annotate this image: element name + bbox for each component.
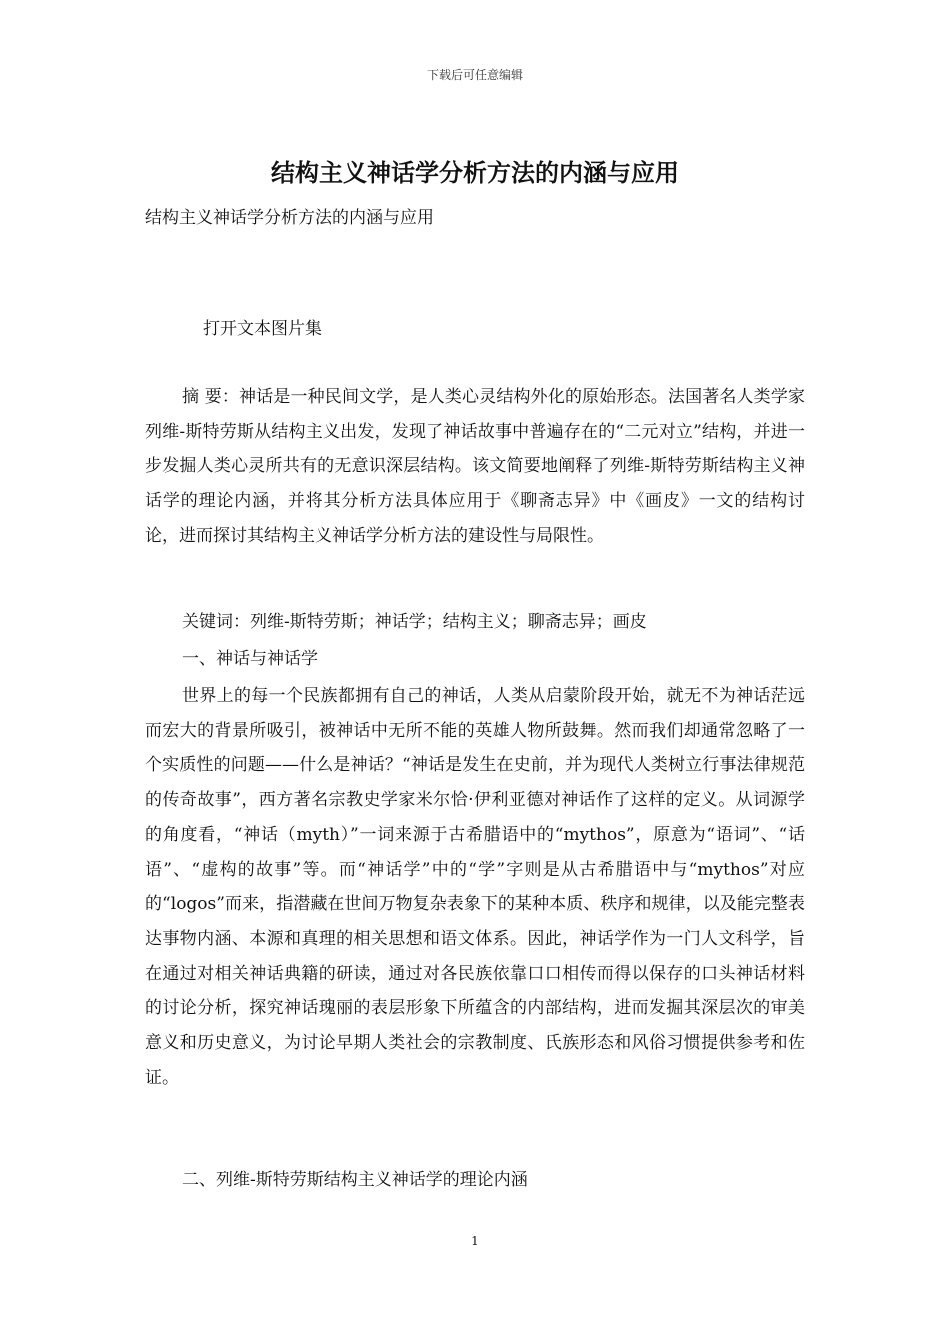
- page-header-note: 下载后可任意编辑: [426, 68, 523, 82]
- section-heading-2: 二、列维-斯特劳斯结构主义神话学的理论内涵: [182, 1170, 528, 1190]
- abstract-paragraph: 摘 要：神话是一种民间文学，是人类心灵结构外化的原始形态。法国著名人类学家列维-斯特劳斯从结构主义出发，发现了神话故事中普遍存在的“二元对立”结构，并进一步发掘人类心灵所共有的无意识深层结构。该文简要地阐释了列维-斯特劳斯结构主义神话学的理论内涵，并将其分析方法具体应用于《聊斋志异》中《画皮》一文的结构讨论，进而探讨其结构主义神话学分析方法的建设性与局限性。: [145, 387, 805, 546]
- open-image-gallery-link[interactable]: 打开文本图片集: [203, 319, 322, 339]
- page-number: 1: [471, 1234, 479, 1248]
- section-1-paragraph: 世界上的每一个民族都拥有自己的神话，人类从启蒙阶段开始，就无不为神话茫远而宏大的背景所吸引，被神话中无所不能的英雄人物所鼓舞。然而我们却通常忽略了一个实质性的问题——什么是神话？“神话是发生在史前，并为现代人类树立行事法律规范的传奇故事”，西方著名宗教史学家米尔恰·伊利亚德对神话作了这样的定义。从词源学的角度看，“神话（myth）”一词来源于古希腊语中的“mythos”，原意为“语词”、“话语”、“虚构的故事”等。而“神话学”中的“学”字则是从古希腊语中与“mythos”对应的“logos”而来，指潜藏在世间万物复杂表象下的某种本质、秩序和规律，以及能完整表达事物内涵、本源和真理的相关思想和语文体系。因此，神话学作为一门人文科学，旨在通过对相关神话典籍的研读，通过对各民族依靠口口相传而得以保存的口头神话材料的讨论分析，探究神话瑰丽的表层形象下所蕴含的内部结构，进而发掘其深层次的审美意义和历史意义，为讨论早期人类社会的宗教制度、氏族形态和风俗习惯提供参考和佐证。: [145, 686, 805, 1088]
- section-heading-1: 一、神话与神话学: [182, 649, 318, 669]
- document-title: 结构主义神话学分析方法的内涵与应用: [271, 158, 679, 187]
- keywords-line: 关键词：列维-斯特劳斯；神话学；结构主义；聊斋志异；画皮: [182, 612, 647, 632]
- document-subtitle: 结构主义神话学分析方法的内涵与应用: [145, 208, 434, 228]
